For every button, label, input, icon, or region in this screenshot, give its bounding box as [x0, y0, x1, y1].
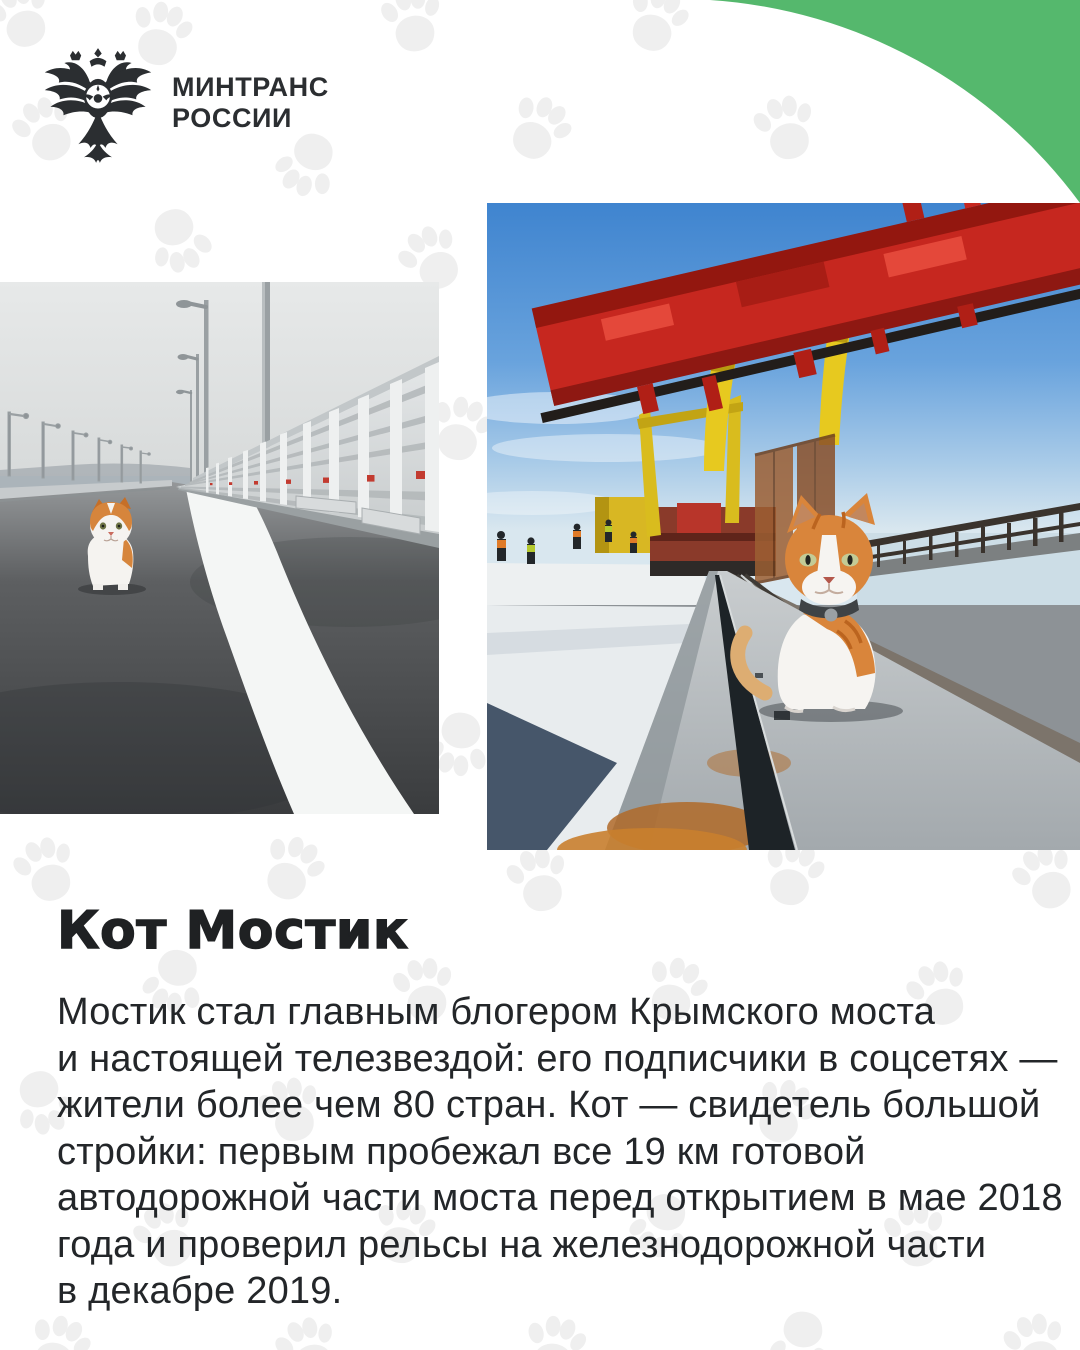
org-name-line1: МИНТРАНС [172, 72, 329, 102]
paragraph-line: жители более чем 80 стран. Кот — свидетель большой [57, 1084, 1041, 1126]
paw-print-icon [245, 816, 343, 914]
paragraph-line: автодорожной части моста перед открытием в мае 2018 [57, 1177, 1063, 1219]
paragraph-line: и настоящей телезвездой: его подписчики в соцсетях — [57, 1037, 1058, 1080]
page-title: Кот Мостик [57, 901, 409, 961]
paragraph-line: Мостик стал главным блогером Крымского моста [57, 991, 936, 1033]
org-name-line2: РОССИИ [172, 103, 293, 133]
double-eagle-emblem-icon [42, 46, 154, 164]
photo-cat-on-railway-beam [487, 203, 1080, 850]
paw-print-icon [369, 0, 455, 59]
paragraph-line: в декабре 2019. [57, 1270, 343, 1312]
paw-print-icon [133, 197, 228, 292]
paragraph-line: стройки: первым пробежал все 19 км готовой [57, 1130, 866, 1173]
paw-print-icon [0, 819, 92, 914]
ministry-logo [42, 46, 329, 164]
paw-print-icon [611, 0, 706, 63]
photo-cat-on-bridge-road [0, 282, 439, 814]
paw-print-icon [490, 74, 591, 175]
paragraph-line: года и проверил рельсы на железнодорожной части [57, 1223, 987, 1266]
article-paragraph [57, 989, 1063, 1315]
green-corner-shape [700, 0, 1080, 210]
